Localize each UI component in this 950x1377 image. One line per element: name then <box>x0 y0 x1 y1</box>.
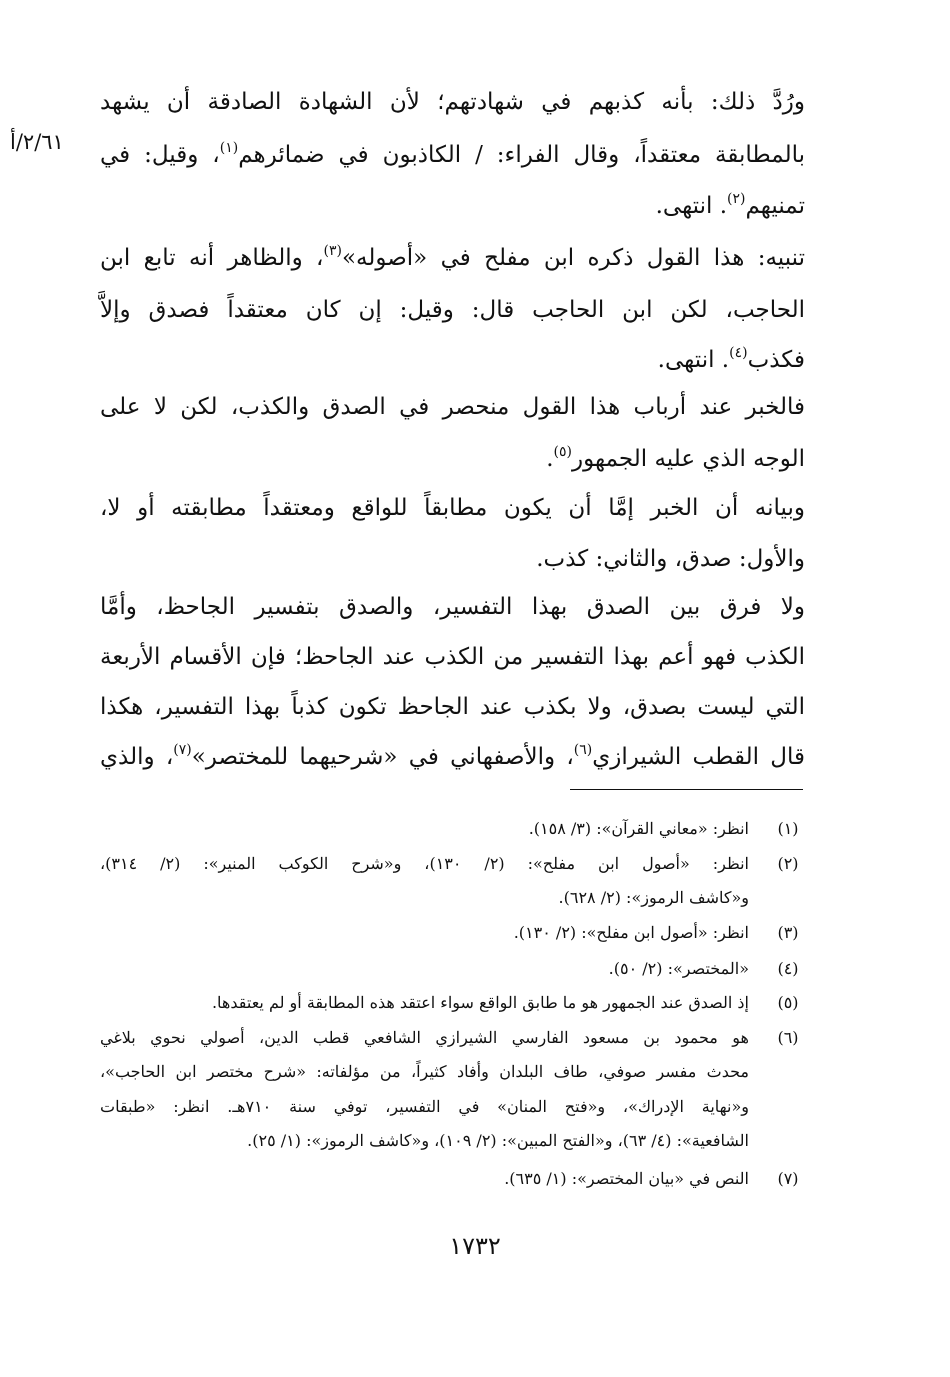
footnote-text: انظر: «معاني القرآن»: (٣/ ١٥٨). <box>528 819 749 838</box>
body-line-2 <box>100 130 805 180</box>
body-line-4 <box>100 233 805 283</box>
body-text: قال القطب الشيرازي <box>592 744 805 770</box>
page-number: ١٧٣٢ <box>449 1232 501 1260</box>
footnote-ref-1[interactable]: (١) <box>219 140 239 156</box>
footnote-number: (١) <box>777 819 799 838</box>
footnote-ref-6[interactable]: (٦) <box>573 742 593 758</box>
footnote-2 <box>100 847 805 881</box>
footnote-ref-3[interactable]: (٣) <box>323 243 342 259</box>
footnote-number: (٧) <box>777 1169 799 1188</box>
footnote-separator <box>570 789 803 790</box>
footnote-6-continued: الشافعية»: (٤/ ٦٣)، و«الفتح المبين»: (٢/ ١٠٩)، و«كاشف الرموز»: (١/ ٢٥). <box>247 1131 749 1150</box>
body-line-12: الكذب فهو أعم بهذا التفسير من الكذب عند الجاحظ؛ فإن الأقسام الأربعة <box>100 644 805 670</box>
footnote-ref-5[interactable]: (٥) <box>553 444 573 460</box>
footnote-ref-4[interactable]: (٤) <box>729 345 748 361</box>
body-line-9: وبيانه أن الخبر إمَّا أن يكون مطابقاً للواقع ومعتقداً مطابقته أو لا، <box>100 495 805 521</box>
body-line-1: ورُدَّ ذلك: بأنه كذبهم في شهادتهم؛ لأن الشهادة الصادقة أن يشهد <box>100 89 805 115</box>
body-line-5: الحاجب، لكن ابن الحاجب قال: وقيل: إن كان معتقداً فصدق وإلاَّ <box>100 297 805 323</box>
footnote-text: «المختصر»: (٢/ ٥٠). <box>608 959 749 978</box>
footnote-text: انظر: «أصول ابن مفلح»: (٢/ ١٣٠)، و«شرح الكوكب المنير»: (٢/ ٣١٤)، <box>100 854 749 873</box>
body-text: ، والأصفهاني في «شرحيهما للمختصر» <box>191 744 574 770</box>
footnote-1 <box>100 812 805 846</box>
footnote-number: (٢) <box>777 854 799 873</box>
body-line-11: ولا فرق بين الصدق بهذا التفسير، والصدق بتفسير الجاحظ، وأمَّا <box>100 594 805 620</box>
body-text: . <box>546 446 554 472</box>
footnote-ref-7[interactable]: (٧) <box>173 742 192 758</box>
body-text: . انتهى. <box>657 347 730 373</box>
body-line-14 <box>100 732 805 782</box>
footnote-text: انظر: «أصول ابن مفلح»: (٢/ ١٣٠). <box>513 923 749 942</box>
body-text: بالمطابقة معتقداً، وقال الفراء: / الكاذبون في ضمائرهم <box>238 142 806 168</box>
body-text: ، والذي <box>100 744 174 770</box>
footnote-6 <box>100 1021 805 1055</box>
body-text: تنبيه: هذا القول ذكره ابن مفلح في «أصوله» <box>341 245 805 271</box>
footnote-5 <box>100 986 805 1020</box>
footnote-6-continued: و«نهاية الإدراك»، و«فتح المنان» في التفسير، توفي سنة ٧١٠هـ. انظر: «طبقات <box>100 1097 749 1116</box>
body-text: ، وقيل: في <box>100 142 220 168</box>
footnote-ref-2[interactable]: (٢) <box>727 191 746 207</box>
body-line-6 <box>100 335 805 385</box>
body-line-7: فالخبر عند أرباب هذا القول منحصر في الصدق والكذب، لكن لا على <box>100 394 805 420</box>
footnote-number: (٥) <box>777 993 799 1012</box>
footnote-7 <box>100 1162 805 1196</box>
body-text: الوجه الذي عليه الجمهور <box>572 446 805 472</box>
footnote-text: إذ الصدق عند الجمهور هو ما طابق الواقع سواء اعتقد هذه المطابقة أو لم يعتقدها. <box>211 993 749 1012</box>
footnote-number: (٣) <box>777 923 799 942</box>
body-text: ، والظاهر أنه تابع ابن <box>100 245 324 271</box>
body-text: . انتهى. <box>655 193 728 219</box>
body-line-10: والأول: صدق، والثاني: كذب. <box>536 546 805 572</box>
footnote-number: (٤) <box>777 959 799 978</box>
footnote-2-continued: و«كاشف الرموز»: (٢/ ٦٢٨). <box>558 888 749 907</box>
footnote-4 <box>100 952 805 986</box>
footnote-number: (٦) <box>777 1028 799 1047</box>
footnote-text: هو محمود بن مسعود الفارسي الشيرازي الشافعي قطب الدين، أصولي نحوي بلاغي <box>100 1028 749 1047</box>
manuscript-folio-note: ٢/٦١/أ <box>10 130 64 154</box>
footnote-6-continued: محدث مفسر صوفي، طاف البلدان وأفاد كثيراً، من مؤلفاته: «شرح مختصر ابن الحاجب»، <box>100 1062 749 1081</box>
body-line-13: التي ليست بصدق، ولا بكذب عند الجاحظ تكون كذباً بهذا التفسير، هكذا <box>100 694 805 720</box>
footnote-text: النص في «بيان المختصر»: (١/ ٦٣٥). <box>504 1169 749 1188</box>
body-line-3 <box>100 181 805 231</box>
footnote-3 <box>100 916 805 950</box>
body-line-8 <box>100 434 805 484</box>
body-text: تمنيهم <box>745 193 805 219</box>
body-text: فكذب <box>747 347 805 373</box>
